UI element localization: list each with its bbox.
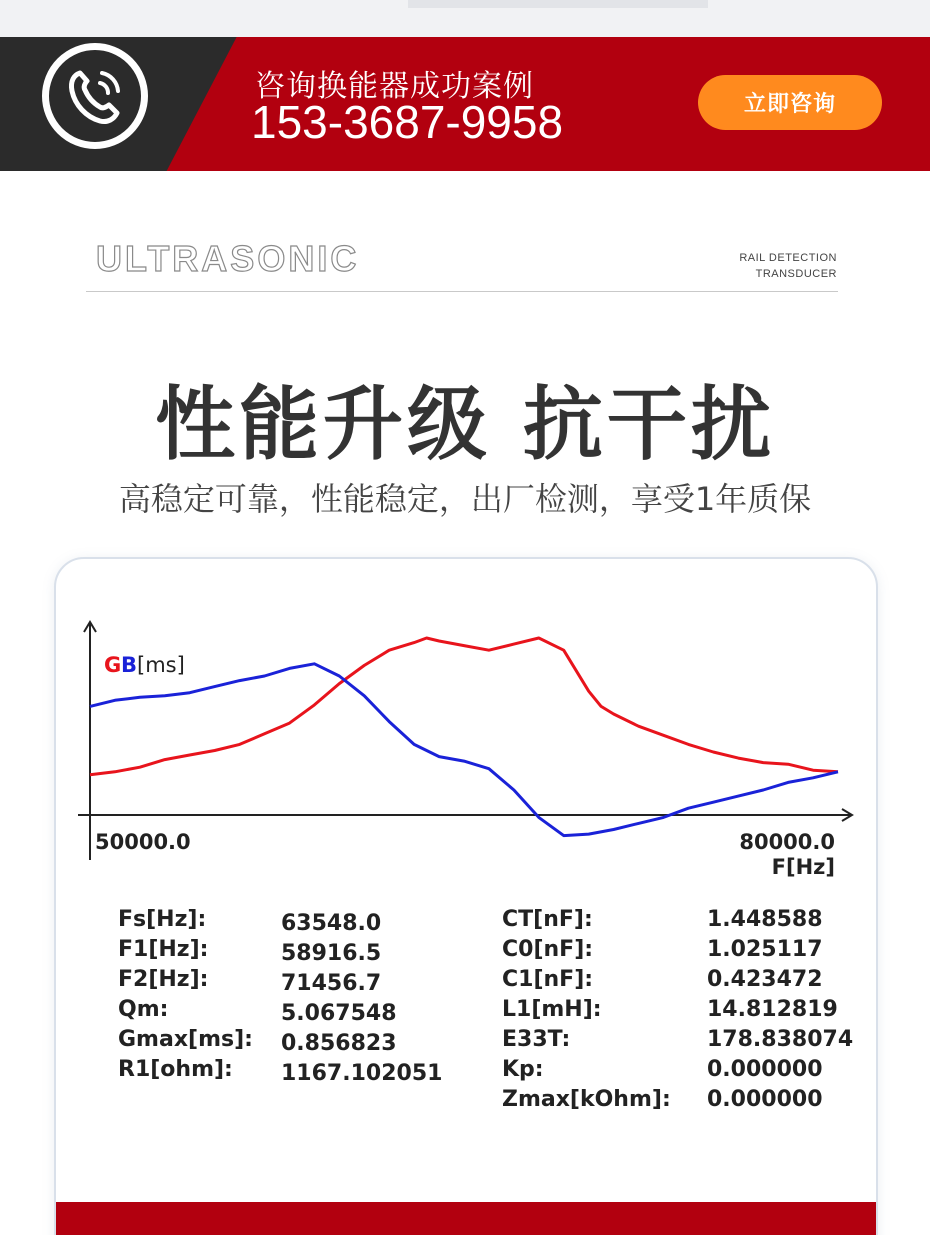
series-line-g [90, 638, 838, 775]
param-label: C1[nF]: [502, 967, 594, 992]
param-value: 71456.7 [281, 971, 382, 996]
param-value: 1.025117 [707, 937, 823, 962]
params-left-list [118, 905, 442, 1085]
x-start-tick-label: 50000.0 [95, 830, 191, 854]
param-label: Qm: [118, 997, 169, 1022]
param-value: 0.000000 [707, 1057, 823, 1082]
param-value: 0.856823 [281, 1031, 397, 1056]
params-right-list [502, 905, 853, 1115]
param-label: Gmax[ms]: [118, 1027, 253, 1052]
param-row [502, 1025, 853, 1055]
param-value: 1167.102051 [281, 1061, 443, 1086]
param-row [502, 1085, 853, 1115]
param-row [118, 935, 442, 965]
param-label: Zmax[kOhm]: [502, 1087, 671, 1112]
page-subheadline: 高稳定可靠，性能稳定，出厂检测，享受1年质保 [118, 480, 812, 518]
x-axis-label: F[Hz] [771, 855, 835, 879]
series-line-b [90, 664, 838, 836]
param-row [118, 965, 442, 995]
param-label: E33T: [502, 1027, 571, 1052]
card-bottom-bar [56, 1202, 878, 1235]
param-row [502, 905, 853, 935]
param-value: 0.000000 [707, 1087, 823, 1112]
page-headline: 性能升级 抗干扰 [155, 378, 775, 471]
param-value: 1.448588 [707, 907, 823, 932]
section-watermark-title: ULTRASONIC [96, 238, 360, 279]
side-label-line-1: RAIL DETECTION [739, 252, 837, 264]
banner-title: 咨询换能器成功案例 [255, 69, 534, 104]
consult-now-button[interactable]: 立即咨询 [698, 75, 882, 130]
param-label: Kp: [502, 1057, 544, 1082]
param-value: 63548.0 [281, 911, 382, 936]
param-label: CT[nF]: [502, 907, 593, 932]
y-label-g: G [104, 653, 122, 677]
param-label: F1[Hz]: [118, 937, 209, 962]
param-value: 58916.5 [281, 941, 382, 966]
y-label-b: B [121, 653, 138, 677]
param-row [118, 1025, 442, 1055]
param-label: F2[Hz]: [118, 967, 209, 992]
param-label: L1[mH]: [502, 997, 602, 1022]
param-label: Fs[Hz]: [118, 907, 207, 932]
param-row [118, 995, 442, 1025]
param-row [502, 1055, 853, 1085]
param-row [118, 1055, 442, 1085]
side-label-line-2: TRANSDUCER [755, 268, 837, 280]
param-label: R1[ohm]: [118, 1057, 233, 1082]
param-row [502, 995, 853, 1025]
param-row [502, 965, 853, 995]
param-row [502, 935, 853, 965]
param-value: 14.812819 [707, 997, 838, 1022]
param-label: C0[nF]: [502, 937, 594, 962]
banner-phone-number[interactable]: 153-3687-9958 [251, 96, 564, 148]
y-label-unit: [ms] [137, 653, 185, 677]
param-value: 178.838074 [707, 1027, 854, 1052]
param-value: 0.423472 [707, 967, 823, 992]
param-value: 5.067548 [281, 1001, 397, 1026]
series-layer [90, 638, 838, 836]
param-row [118, 905, 442, 935]
x-end-tick-label: 80000.0 [739, 830, 835, 854]
